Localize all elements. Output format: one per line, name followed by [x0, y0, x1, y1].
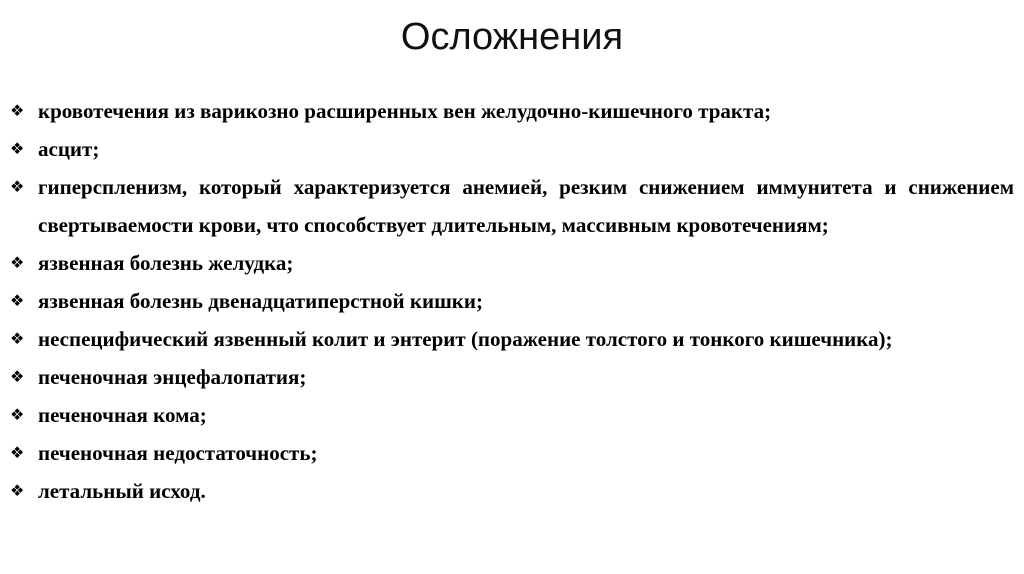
- diamond-bullet-icon: ❖: [10, 177, 25, 196]
- bullet-list: [0, 92, 1024, 510]
- bullet-text: печеночная энцефалопатия;: [38, 365, 307, 389]
- bullet-text: язвенная болезнь двенадцатиперстной кишки;: [38, 289, 483, 313]
- list-item: [10, 130, 1014, 168]
- slide-title: Осложнения: [400, 16, 624, 58]
- list-item: [10, 396, 1014, 434]
- list-item: [10, 472, 1014, 510]
- list-item: [10, 320, 1014, 358]
- diamond-bullet-icon: ❖: [10, 253, 25, 272]
- list-item: [10, 358, 1014, 396]
- bullet-text: кровотечения из варикозно расширенных вен желудочно-кишечного тракта;: [38, 99, 772, 123]
- bullet-text: асцит;: [38, 137, 100, 161]
- bullet-text: печеночная недостаточность;: [38, 441, 318, 465]
- bullet-text: гиперспленизм, который характеризуется анемией, резким снижением иммунитета и снижением свертываемости крови, что способствует длительным, массивным кровотечениям;: [38, 175, 1014, 237]
- diamond-bullet-icon: ❖: [10, 329, 25, 348]
- bullet-text: неспецифический язвенный колит и энтерит (поражение толстого и тонкого кишечника);: [38, 327, 893, 351]
- list-item: [10, 244, 1014, 282]
- bullet-text: печеночная кома;: [38, 403, 207, 427]
- diamond-bullet-icon: ❖: [10, 139, 25, 158]
- bullet-text: язвенная болезнь желудка;: [38, 251, 294, 275]
- diamond-bullet-icon: ❖: [10, 101, 25, 120]
- diamond-bullet-icon: ❖: [10, 405, 25, 424]
- bullet-text: летальный исход.: [38, 479, 206, 503]
- list-item: [10, 282, 1014, 320]
- diamond-bullet-icon: ❖: [10, 443, 25, 462]
- diamond-bullet-icon: ❖: [10, 291, 25, 310]
- list-item: [10, 434, 1014, 472]
- list-item: [10, 168, 1014, 244]
- list-item: [10, 92, 1014, 130]
- diamond-bullet-icon: ❖: [10, 367, 25, 386]
- diamond-bullet-icon: ❖: [10, 481, 25, 500]
